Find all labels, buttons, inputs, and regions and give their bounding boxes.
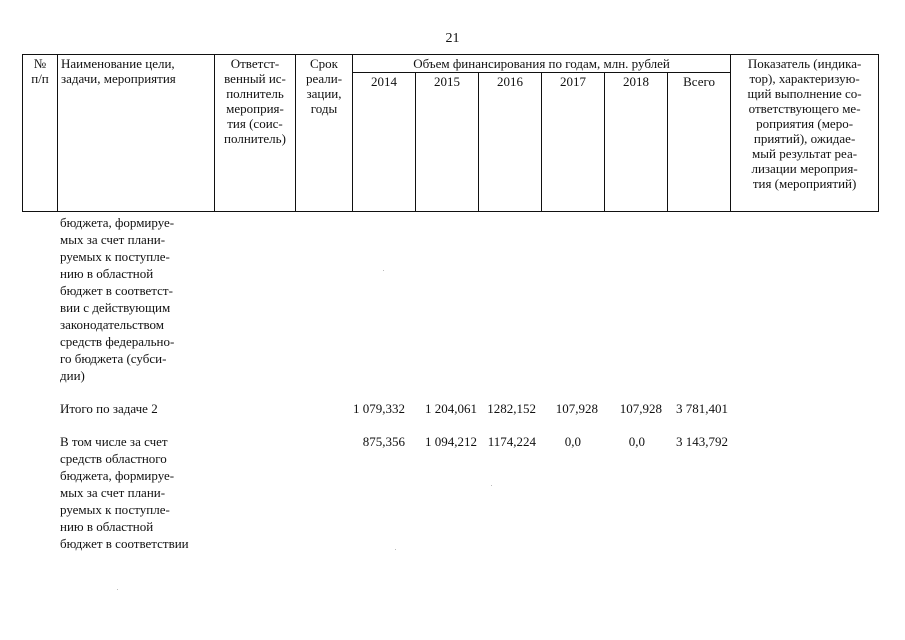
row-regional-value-2017: 0,0: [564, 434, 581, 449]
header-indicator: Показатель (индика- тор), характеризую- щий выполнение со- ответствующего ме- роприятия (меро- приятий), ожидае- мый результат реа- лизации мероприя- тия (мероприятий): [747, 56, 862, 191]
header-year: 2015: [416, 73, 479, 212]
row-total-label: Итого по задаче 2: [60, 401, 158, 416]
header-number: № п/п: [31, 56, 49, 86]
header-funding: Объем финансирования по годам, млн. рублей: [353, 55, 731, 73]
page-number: 21: [445, 31, 460, 46]
row-regional-value-2018: 0,0: [628, 434, 645, 449]
row-regional-value-all: 3 143,792: [676, 434, 728, 449]
header-year: 2014: [353, 73, 416, 212]
row-total-value-all: 3 781,401: [676, 401, 728, 416]
scan-speck: [117, 589, 118, 590]
row-regional-value-2015: 1 094,212: [425, 434, 477, 449]
row-total-value-2016: 1282,152: [487, 401, 536, 416]
header-responsible: Ответст- венный ис- полнитель мероприя- тия (соис- полнитель): [224, 56, 286, 146]
row-continuation-text: бюджета, формируе- мых за счет плани- руемых к поступле- нию в областной бюджет в соответст- вии с действующим законодательством средств федерально- го бюджета (субси- дии): [60, 215, 175, 383]
header-year: 2016: [479, 73, 542, 212]
scan-speck: [491, 485, 492, 486]
table-header: [22, 54, 879, 212]
header-term: Срок реали- зации, годы: [305, 56, 343, 116]
row-regional-value-2016: 1174,224: [487, 434, 536, 449]
scan-speck: [383, 270, 384, 271]
row-total-value-2014: 1 079,332: [353, 401, 405, 416]
scan-speck: [395, 549, 396, 550]
header-year-total: Всего: [668, 73, 731, 212]
row-total-value-2018: 107,928: [619, 401, 662, 416]
row-regional-text: В том числе за счет средств областного бюджета, формируе- мых за счет плани- руемых к поступле- нию в областной бюджет в соответствии: [60, 434, 189, 551]
header-year: 2017: [542, 73, 605, 212]
row-regional-value-2014: 875,356: [362, 434, 405, 449]
row-total-value-2015: 1 204,061: [425, 401, 477, 416]
header-name: Наименование цели, задачи, мероприятия: [61, 56, 176, 86]
header-year: 2018: [605, 73, 668, 212]
row-total-value-2017: 107,928: [555, 401, 598, 416]
